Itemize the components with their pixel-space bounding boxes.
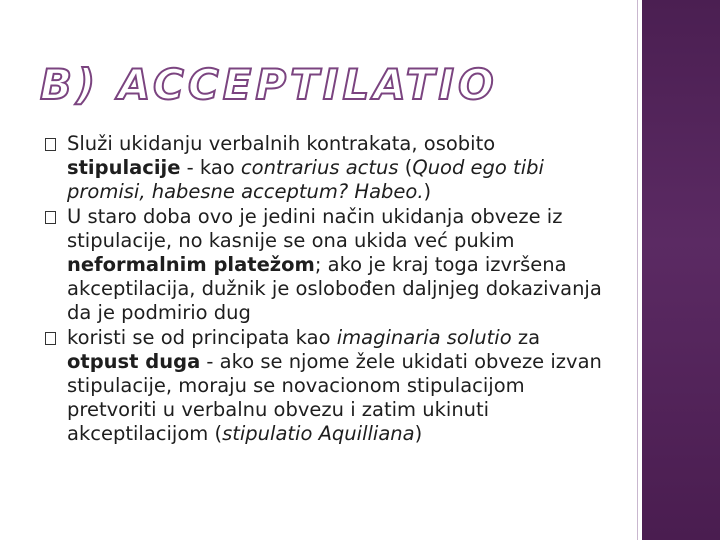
side-decoration-panel bbox=[642, 0, 720, 540]
bullet-1-text: Služi ukidanju verbalnih kontrakata, osobito bbox=[67, 132, 496, 155]
bullet-2-bold: neformalnim platežom bbox=[67, 253, 315, 276]
bullet-3-text: za bbox=[511, 326, 541, 349]
bullet-3-italic: imaginaria solutio bbox=[336, 326, 512, 349]
bullet-square-icon bbox=[45, 332, 56, 345]
bullet-1-text: - kao bbox=[180, 156, 241, 179]
bullet-1-italic: Quod ego tibi promisi, habesne acceptum? Habeo. bbox=[67, 156, 544, 203]
bullet-1-text: ) bbox=[423, 180, 432, 203]
slide-title: B) ACCEPTILATIO bbox=[40, 60, 498, 109]
bullet-item-1 bbox=[44, 132, 604, 204]
bullet-square-icon bbox=[45, 211, 56, 224]
bullet-square-icon bbox=[45, 138, 56, 151]
bullet-2-text: U staro doba ovo je jedini način ukidanja obveze iz stipulacije, no kasnije se ona ukida već pukim bbox=[67, 205, 563, 252]
bullet-item-2 bbox=[44, 205, 604, 325]
bullet-3-bold: otpust duga bbox=[67, 350, 201, 373]
side-divider-line bbox=[637, 0, 638, 540]
bullet-1-text: ( bbox=[398, 156, 413, 179]
bullet-3-text: ) bbox=[414, 422, 423, 445]
bullet-3-italic: stipulatio Aquilliana bbox=[222, 422, 415, 445]
bullet-1-bold: stipulacije bbox=[67, 156, 181, 179]
bullet-3-text: koristi se od principata kao bbox=[67, 326, 337, 349]
bullet-2-text: ; ako je kraj toga izvršena akceptilacija, dužnik je oslobođen daljnjeg dokazivanja da je podmirio dug bbox=[67, 253, 602, 324]
bullet-item-3 bbox=[44, 326, 604, 446]
bullet-list bbox=[44, 132, 604, 447]
bullet-1-italic: contrarius actus bbox=[240, 156, 399, 179]
bullet-3-text: - ako se njome žele ukidati obveze izvan stipulacije, moraju se novacionom stipulacijom pretvoriti u verbalnu obvezu i zatim ukinuti akceptilacijom ( bbox=[67, 350, 602, 445]
